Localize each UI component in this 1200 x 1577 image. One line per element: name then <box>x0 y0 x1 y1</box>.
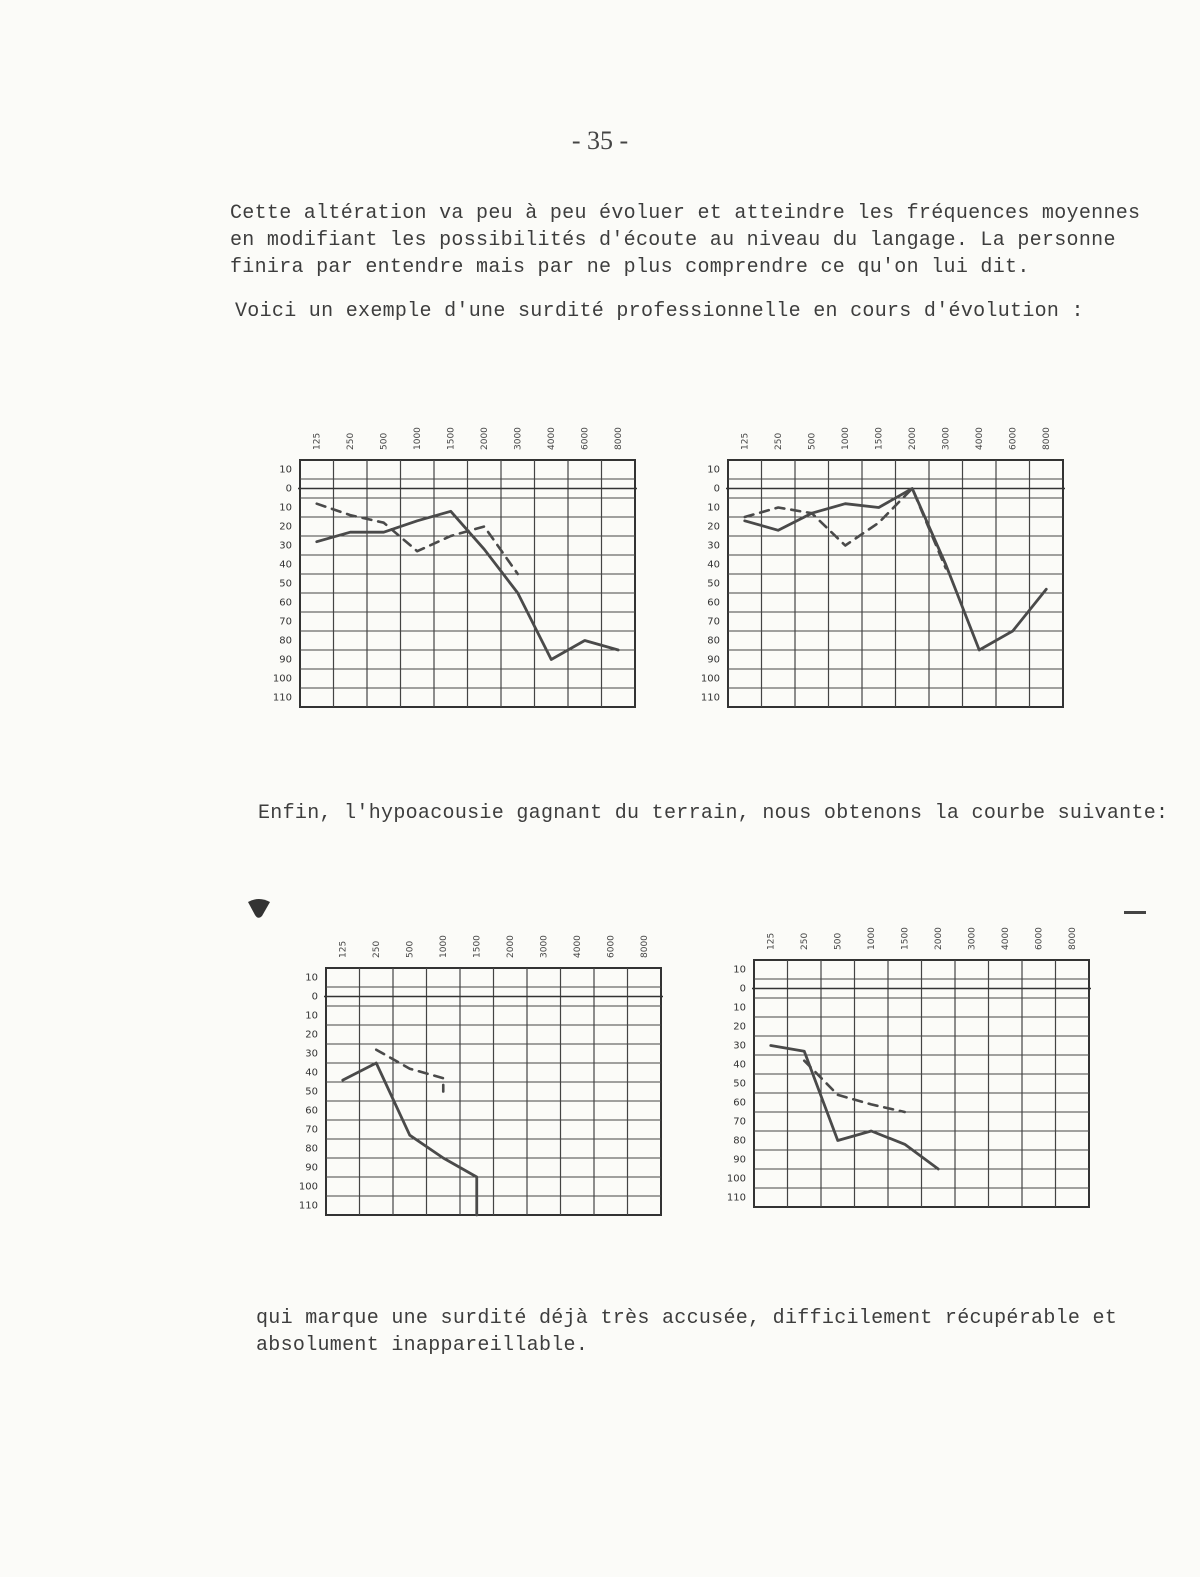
ink-mark <box>1124 903 1146 921</box>
db-label: 110 <box>298 1200 318 1212</box>
db-label: 70 <box>279 616 292 628</box>
db-label: 70 <box>305 1124 318 1136</box>
db-label: 0 <box>285 483 292 495</box>
frequency-label: 4000 <box>572 935 583 958</box>
frequency-label: 500 <box>379 432 390 450</box>
frequency-label: 6000 <box>1008 427 1019 450</box>
frequency-label: 4000 <box>974 427 985 450</box>
db-label: 50 <box>279 578 292 590</box>
text-line: Voici un exemple d'une surdité professionnelle en cours d'évolution : <box>235 300 1084 323</box>
frequency-label: 2000 <box>505 935 516 958</box>
frequency-label: 6000 <box>580 427 591 450</box>
frequency-label: 1000 <box>840 427 851 450</box>
frequency-label: 125 <box>766 932 777 950</box>
frequency-label: 250 <box>371 940 382 958</box>
db-label: 60 <box>279 597 292 609</box>
frequency-label: 250 <box>773 432 784 450</box>
db-label: 50 <box>707 578 720 590</box>
paragraph-example <box>235 298 1135 325</box>
db-label: 40 <box>305 1067 318 1079</box>
frequency-label: 250 <box>345 432 356 450</box>
db-label: 50 <box>305 1086 318 1098</box>
db-label: 110 <box>700 692 720 704</box>
text-line: en modifiant les possibilités d'écoute au niveau du langage. La personne <box>230 229 1116 252</box>
audiogram-svg <box>262 412 637 708</box>
db-label: 30 <box>279 540 292 552</box>
paragraph-enfin <box>258 800 1173 827</box>
db-label: 90 <box>707 654 720 666</box>
db-label: 20 <box>733 1021 746 1033</box>
db-label: 80 <box>707 635 720 647</box>
db-label: 110 <box>272 692 292 704</box>
frequency-label: 4000 <box>546 427 557 450</box>
frequency-label: 1000 <box>866 927 877 950</box>
frequency-label: 8000 <box>1067 927 1078 950</box>
frequency-label: 250 <box>799 932 810 950</box>
db-label: 20 <box>707 521 720 533</box>
frequency-label: 125 <box>740 432 751 450</box>
db-label: 10 <box>707 502 720 514</box>
db-label: 10 <box>305 1010 318 1022</box>
db-label: 60 <box>305 1105 318 1117</box>
frequency-label: 8000 <box>639 935 650 958</box>
audiogram-4 <box>716 912 1091 1208</box>
text-line: qui marque une surdité déjà très accusée, difficilement récupérable et <box>256 1307 1118 1330</box>
db-label: 70 <box>707 616 720 628</box>
text-line: Cette altération va peu à peu évoluer et atteindre les fréquences moyennes <box>230 202 1141 225</box>
audiogram-svg <box>690 412 1065 708</box>
db-label: 20 <box>279 521 292 533</box>
db-label: 90 <box>305 1162 318 1174</box>
frequency-label: 500 <box>405 940 416 958</box>
db-label: 0 <box>739 983 746 995</box>
frequency-label: 6000 <box>1034 927 1045 950</box>
frequency-label: 1000 <box>438 935 449 958</box>
db-label: 100 <box>272 673 292 685</box>
frequency-label: 2000 <box>479 427 490 450</box>
db-label: 10 <box>707 464 720 476</box>
db-label: 110 <box>726 1192 746 1204</box>
text-line: Enfin, l'hypoacousie gagnant du terrain, nous obtenons la courbe suivante: <box>258 802 1169 825</box>
db-label: 10 <box>733 1002 746 1014</box>
db-label: 90 <box>279 654 292 666</box>
frequency-label: 6000 <box>606 935 617 958</box>
db-label: 50 <box>733 1078 746 1090</box>
frequency-label: 1000 <box>412 427 423 450</box>
frequency-label: 4000 <box>1000 927 1011 950</box>
db-label: 0 <box>713 483 720 495</box>
audiogram-svg <box>716 912 1091 1208</box>
frequency-label: 500 <box>833 932 844 950</box>
db-label: 20 <box>305 1029 318 1041</box>
bone-conduction-curve <box>317 504 518 574</box>
db-label: 100 <box>726 1173 746 1185</box>
text-line: absolument inappareillable. <box>256 1334 589 1357</box>
frequency-label: 500 <box>807 432 818 450</box>
frequency-label: 3000 <box>941 427 952 450</box>
db-label: 10 <box>733 964 746 976</box>
db-label: 10 <box>279 502 292 514</box>
db-label: 100 <box>298 1181 318 1193</box>
ink-blot <box>246 896 272 925</box>
db-label: 30 <box>707 540 720 552</box>
db-label: 40 <box>707 559 720 571</box>
frequency-label: 1500 <box>874 427 885 450</box>
frequency-label: 1500 <box>900 927 911 950</box>
db-label: 60 <box>733 1097 746 1109</box>
frequency-label: 125 <box>338 940 349 958</box>
audiogram-3 <box>288 920 663 1216</box>
frequency-label: 8000 <box>613 427 624 450</box>
db-label: 80 <box>305 1143 318 1155</box>
db-label: 70 <box>733 1116 746 1128</box>
frequency-label: 2000 <box>907 427 918 450</box>
db-label: 80 <box>279 635 292 647</box>
frequency-label: 8000 <box>1041 427 1052 450</box>
db-label: 40 <box>279 559 292 571</box>
db-label: 30 <box>305 1048 318 1060</box>
text-line: finira par entendre mais par ne plus comprendre ce qu'on lui dit. <box>230 256 1030 279</box>
audiogram-2 <box>690 412 1065 708</box>
db-label: 80 <box>733 1135 746 1147</box>
paragraph-intro <box>230 200 1160 281</box>
db-label: 10 <box>279 464 292 476</box>
db-label: 40 <box>733 1059 746 1071</box>
audiogram-1 <box>262 412 637 708</box>
db-label: 60 <box>707 597 720 609</box>
db-label: 0 <box>311 991 318 1003</box>
frequency-label: 2000 <box>933 927 944 950</box>
db-label: 100 <box>700 673 720 685</box>
db-label: 90 <box>733 1154 746 1166</box>
frequency-label: 125 <box>312 432 323 450</box>
page-number: - 35 - <box>571 126 629 155</box>
frequency-label: 3000 <box>967 927 978 950</box>
frequency-label: 3000 <box>513 427 524 450</box>
paragraph-conclusion <box>256 1305 1136 1359</box>
audiogram-svg <box>288 920 663 1216</box>
db-label: 10 <box>305 972 318 984</box>
db-label: 30 <box>733 1040 746 1052</box>
frequency-label: 3000 <box>539 935 550 958</box>
frequency-label: 1500 <box>446 427 457 450</box>
frequency-label: 1500 <box>472 935 483 958</box>
